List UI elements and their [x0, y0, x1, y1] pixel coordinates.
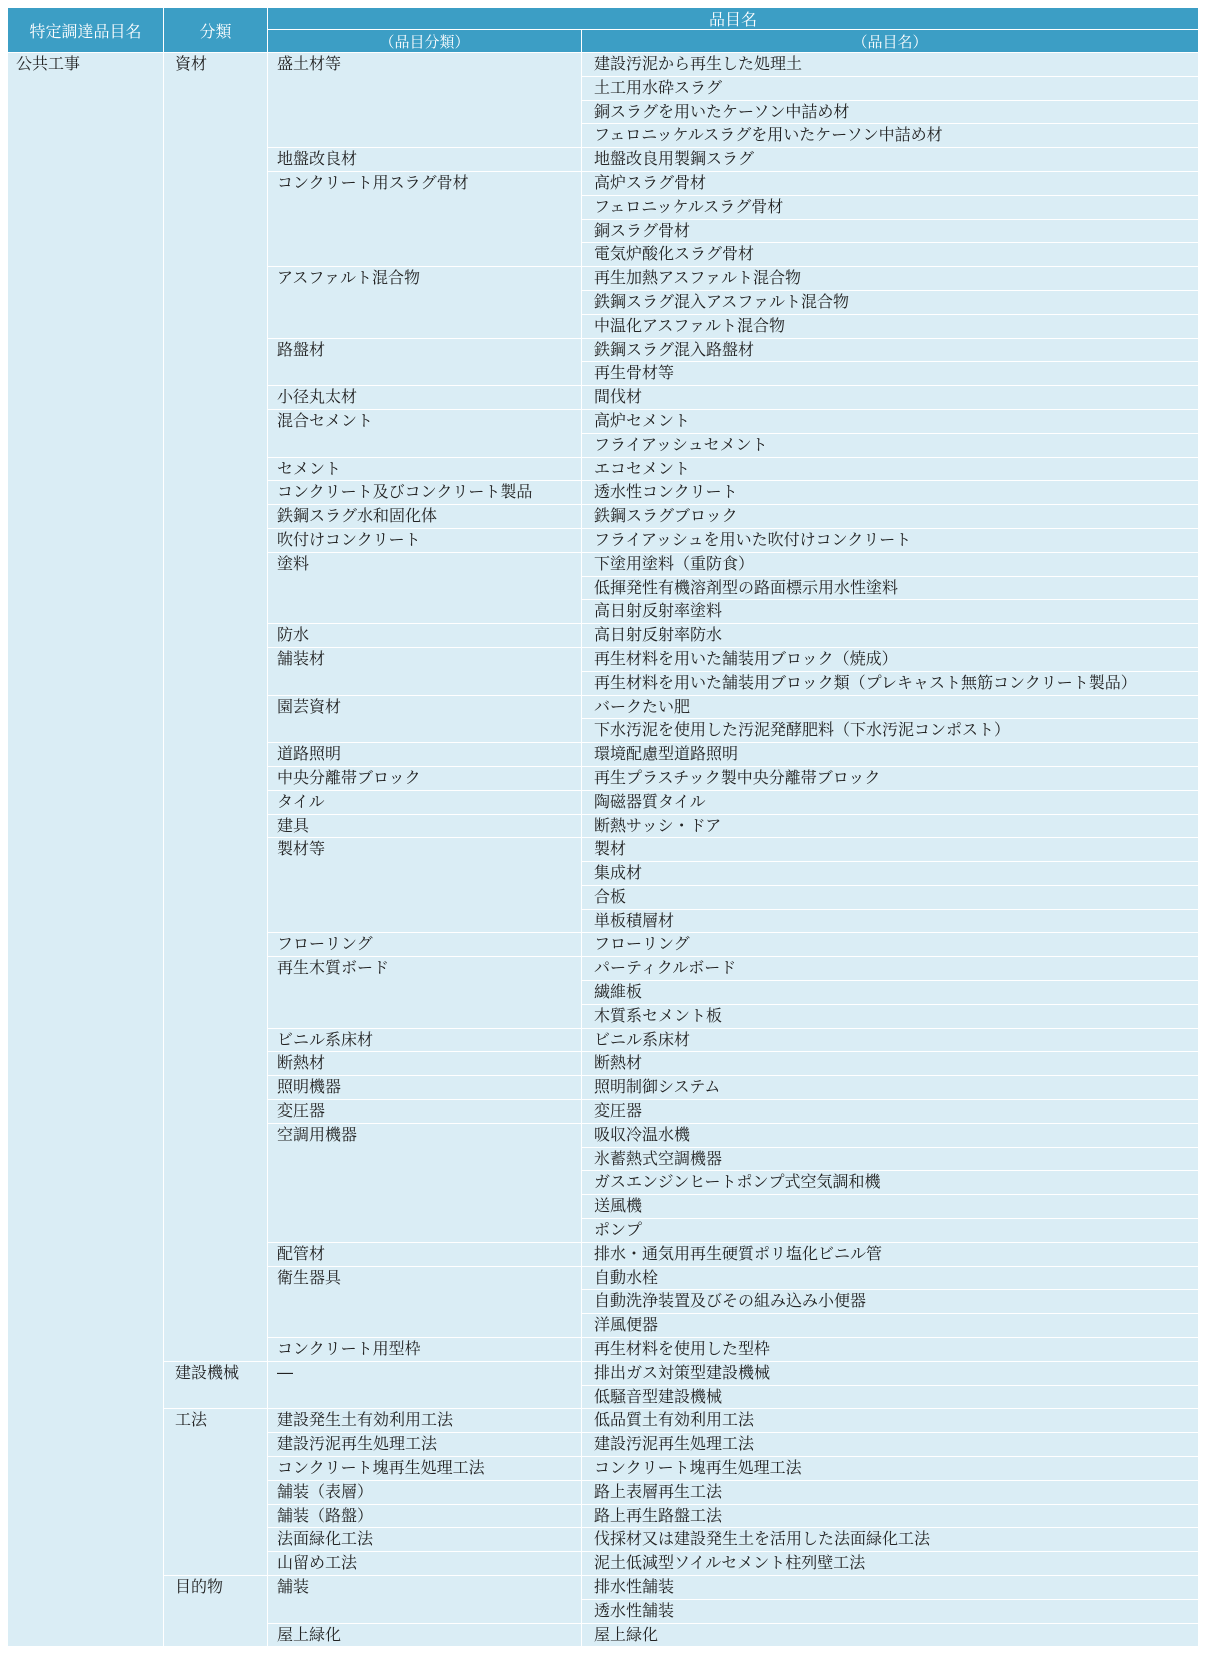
category-cell: 断熱材	[268, 1052, 582, 1076]
item-cell: 高日射反射率塗料	[582, 600, 1198, 624]
category-cell: 吹付けコンクリート	[268, 529, 582, 553]
item-cell: 土工用水砕スラグ	[582, 77, 1198, 101]
item-cell: ポンプ	[582, 1219, 1198, 1243]
item-cell: 再生材料を用いた舗装用ブロック（焼成）	[582, 648, 1198, 672]
category-cell: 製材等	[268, 838, 582, 933]
category-cell: 屋上緑化	[268, 1624, 582, 1648]
item-cell: ガスエンジンヒートポンプ式空気調和機	[582, 1171, 1198, 1195]
item-cell: 低騒音型建設機械	[582, 1386, 1198, 1410]
item-cell: 路上表層再生工法	[582, 1481, 1198, 1505]
item-cell: 自動洗浄装置及びその組み込み小便器	[582, 1290, 1198, 1314]
item-cell: 断熱材	[582, 1052, 1198, 1076]
classification-cell: 工法	[164, 1409, 268, 1576]
item-cell: フライアッシュセメント	[582, 434, 1198, 458]
item-cell: 低品質土有効利用工法	[582, 1409, 1198, 1433]
item-cell: 自動水栓	[582, 1267, 1198, 1291]
item-cell: 電気炉酸化スラグ骨材	[582, 243, 1198, 267]
category-cell: 混合セメント	[268, 410, 582, 458]
procurement-table	[8, 8, 1198, 1647]
item-cell: 照明制御システム	[582, 1076, 1198, 1100]
category-cell: ―	[268, 1362, 582, 1410]
item-cell: 単板積層材	[582, 910, 1198, 934]
item-cell: フェロニッケルスラグを用いたケーソン中詰め材	[582, 124, 1198, 148]
item-cell: 透水性コンクリート	[582, 481, 1198, 505]
item-cell: 排水性舗装	[582, 1576, 1198, 1600]
category-cell: 舗装（表層）	[268, 1481, 582, 1505]
category-cell: 建具	[268, 815, 582, 839]
item-cell: 下水汚泥を使用した汚泥発酵肥料（下水汚泥コンポスト）	[582, 719, 1198, 743]
item-cell: 再生材料を用いた舗装用ブロック類（プレキャスト無筋コンクリート製品）	[582, 672, 1198, 696]
item-cell: 鉄鋼スラグ混入アスファルト混合物	[582, 291, 1198, 315]
item-cell: 中温化アスファルト混合物	[582, 315, 1198, 339]
item-cell: エコセメント	[582, 458, 1198, 482]
item-cell: 製材	[582, 838, 1198, 862]
item-cell: 地盤改良用製鋼スラグ	[582, 148, 1198, 172]
subheader-item-category: （品目分類）	[268, 30, 582, 53]
category-cell: 照明機器	[268, 1076, 582, 1100]
category-cell: 再生木質ボード	[268, 957, 582, 1028]
category-cell: 配管材	[268, 1243, 582, 1267]
item-cell: 断熱サッシ・ドア	[582, 815, 1198, 839]
item-cell: 銅スラグ骨材	[582, 220, 1198, 244]
item-cell: フローリング	[582, 933, 1198, 957]
category-cell: 舗装材	[268, 648, 582, 696]
item-cell: 集成材	[582, 862, 1198, 886]
item-cell: 再生加熱アスファルト混合物	[582, 267, 1198, 291]
category-cell: 塗料	[268, 553, 582, 624]
category-cell: コンクリート用スラグ骨材	[268, 172, 582, 267]
item-cell: 低揮発性有機溶剤型の路面標示用水性塗料	[582, 577, 1198, 601]
item-cell: 間伐材	[582, 386, 1198, 410]
category-cell: 中央分離帯ブロック	[268, 767, 582, 791]
category-cell: 山留め工法	[268, 1552, 582, 1576]
item-cell: 木質系セメント板	[582, 1005, 1198, 1029]
classification-cell: 建設機械	[164, 1362, 268, 1410]
category-cell: 変圧器	[268, 1100, 582, 1124]
item-cell: 環境配慮型道路照明	[582, 743, 1198, 767]
category-cell: アスファルト混合物	[268, 267, 582, 338]
category-cell: 防水	[268, 624, 582, 648]
item-cell: 氷蓄熱式空調機器	[582, 1148, 1198, 1172]
category-cell: ビニル系床材	[268, 1029, 582, 1053]
category-cell: セメント	[268, 458, 582, 482]
category-cell: 地盤改良材	[268, 148, 582, 172]
category-cell: フローリング	[268, 933, 582, 957]
item-cell: 伐採材又は建設発生土を活用した法面緑化工法	[582, 1528, 1198, 1552]
item-cell: 鉄鋼スラグブロック	[582, 505, 1198, 529]
subheader-item: （品目名）	[582, 30, 1198, 53]
item-cell: フェロニッケルスラグ骨材	[582, 196, 1198, 220]
category-cell: 空調用機器	[268, 1124, 582, 1243]
item-cell: 再生プラスチック製中央分離帯ブロック	[582, 767, 1198, 791]
item-cell: 泥土低減型ソイルセメント柱列壁工法	[582, 1552, 1198, 1576]
item-cell: パーティクルボード	[582, 957, 1198, 981]
category-cell: 小径丸太材	[268, 386, 582, 410]
item-cell: 排出ガス対策型建設機械	[582, 1362, 1198, 1386]
item-cell: 銅スラグを用いたケーソン中詰め材	[582, 101, 1198, 125]
category-cell: 鉄鋼スラグ水和固化体	[268, 505, 582, 529]
category-cell: 盛土材等	[268, 53, 582, 148]
classification-cell: 目的物	[164, 1576, 268, 1647]
item-cell: フライアッシュを用いた吹付けコンクリート	[582, 529, 1198, 553]
item-cell: 再生材料を使用した型枠	[582, 1338, 1198, 1362]
item-cell: バークたい肥	[582, 696, 1198, 720]
category-cell: 建設発生土有効利用工法	[268, 1409, 582, 1433]
category-cell: 建設汚泥再生処理工法	[268, 1433, 582, 1457]
item-cell: 合板	[582, 886, 1198, 910]
item-cell: 陶磁器質タイル	[582, 791, 1198, 815]
category-cell: 路盤材	[268, 339, 582, 387]
item-cell: 建設汚泥再生処理工法	[582, 1433, 1198, 1457]
item-cell: 高日射反射率防水	[582, 624, 1198, 648]
item-cell: 下塗用塗料（重防食）	[582, 553, 1198, 577]
item-cell: 洋風便器	[582, 1314, 1198, 1338]
item-cell: 高炉スラグ骨材	[582, 172, 1198, 196]
item-cell: 路上再生路盤工法	[582, 1505, 1198, 1529]
item-cell: 再生骨材等	[582, 362, 1198, 386]
item-cell: ビニル系床材	[582, 1029, 1198, 1053]
category-cell: コンクリート用型枠	[268, 1338, 582, 1362]
item-cell: 排水・通気用再生硬質ポリ塩化ビニル管	[582, 1243, 1198, 1267]
category-cell: 法面緑化工法	[268, 1528, 582, 1552]
item-cell: コンクリート塊再生処理工法	[582, 1457, 1198, 1481]
category-cell: 園芸資材	[268, 696, 582, 744]
item-cell: 建設汚泥から再生した処理土	[582, 53, 1198, 77]
header-procurement-name: 特定調達品目名	[8, 8, 164, 53]
category-cell: 衛生器具	[268, 1267, 582, 1338]
item-cell: 送風機	[582, 1195, 1198, 1219]
item-cell: 変圧器	[582, 1100, 1198, 1124]
category-cell: 舗装	[268, 1576, 582, 1624]
category-cell: コンクリート塊再生処理工法	[268, 1457, 582, 1481]
classification-cell: 資材	[164, 53, 268, 1362]
category-cell: タイル	[268, 791, 582, 815]
category-cell: 道路照明	[268, 743, 582, 767]
item-cell: 高炉セメント	[582, 410, 1198, 434]
item-cell: 鉄鋼スラグ混入路盤材	[582, 339, 1198, 363]
item-cell: 屋上緑化	[582, 1624, 1198, 1648]
item-cell: 吸収冷温水機	[582, 1124, 1198, 1148]
category-cell: コンクリート及びコンクリート製品	[268, 481, 582, 505]
header-classification: 分類	[164, 8, 268, 53]
item-cell: 透水性舗装	[582, 1600, 1198, 1624]
header-item-name: 品目名	[268, 8, 1198, 30]
category-cell: 舗装（路盤）	[268, 1505, 582, 1529]
procurement-name-cell: 公共工事	[8, 53, 164, 1647]
item-cell: 繊維板	[582, 981, 1198, 1005]
